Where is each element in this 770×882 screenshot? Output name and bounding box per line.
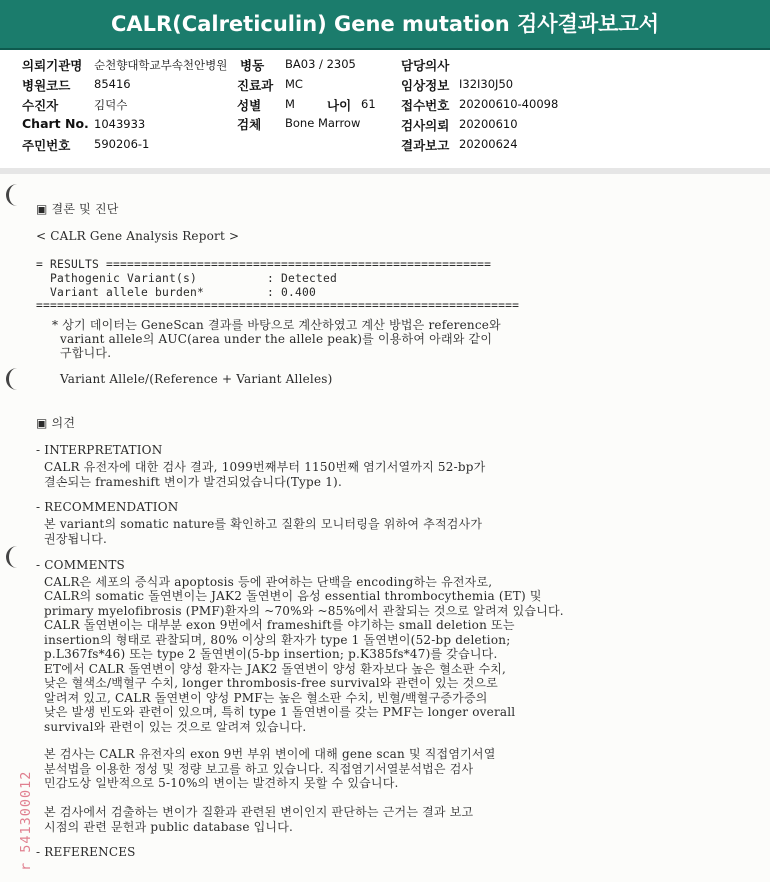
note-line: * 상기 데이터는 GeneScan 결과를 바탕으로 계산하였고 계산 방법은 reference와	[52, 318, 501, 332]
comment-line: ET에서 CALR 돌연변이 양성 환자는 JAK2 돌연변이 양성 환자보다 높은 혈소판 수치,	[36, 662, 507, 676]
comments-heading: - COMMENTS	[36, 558, 125, 572]
note-line: variant allele의 AUC(area under the allele peak)를 이용하여 아래와 같이	[52, 332, 493, 346]
section-opinion-heading: ▣ 의견	[36, 416, 76, 430]
hospital-code-value: 85416	[94, 77, 131, 91]
doctor-label: 담당의사	[401, 58, 450, 73]
punch-hole-mark	[6, 368, 19, 390]
punch-hole-mark	[6, 184, 19, 206]
comment-line: 낮은 혈색소/백혈구 수치, longer thrombosis-free survival와 관련이 있는 것으로	[36, 676, 498, 690]
age-value: 61	[361, 97, 376, 111]
sex-label: 성별	[237, 98, 262, 113]
hospital-code-label: 병원코드	[22, 78, 71, 93]
specimen-value: Bone Marrow	[285, 116, 361, 130]
specimen-stamp	[14, 737, 36, 877]
allele-burden-formula: Variant Allele/(Reference + Variant Alleles)	[60, 372, 333, 386]
method-line: 민감도상 일반적으로 5-10%의 변이는 발견하지 못할 수 있습니다.	[36, 776, 399, 790]
chart-value: 1043933	[94, 117, 146, 131]
request-value: 20200610	[459, 117, 518, 131]
section-conclusion-heading: ▣ 결론 및 진단	[36, 202, 119, 216]
stamp-code: r 541300012	[18, 770, 34, 871]
results-end-separator: =====================================================================	[36, 299, 520, 312]
comment-line: survival와 관련이 있는 것으로 알려져 있습니다.	[36, 720, 307, 734]
report-date-value: 20200624	[459, 137, 518, 151]
pathogenic-variant-line: Pathogenic Variant(s) : Detected	[36, 272, 338, 285]
rrn-value: 590206-1	[94, 137, 150, 151]
chart-label: Chart No.	[22, 116, 89, 131]
references-heading: - REFERENCES	[36, 845, 136, 859]
comment-line: insertion의 형태로 관찰되며, 80% 이상의 환자가 type 1 돌연변이(52-bp deletion;	[36, 633, 511, 647]
comment-line: CALR의 somatic 돌연변이는 JAK2 돌연변이 음성 essential thrombocythemia (ET) 및	[36, 589, 542, 603]
institution-value: 순천향대학교부속천안병원	[94, 58, 228, 72]
basis-line: 시점의 관련 문헌과 public database 입니다.	[36, 820, 294, 834]
department-value: MC	[285, 77, 303, 91]
interpretation-line: 결손되는 frameshift 변이가 발견되었습니다(Type 1).	[36, 475, 342, 489]
analysis-report-title: < CALR Gene Analysis Report >	[36, 229, 240, 243]
comment-line: 낮은 발생 빈도와 관련이 있으며, 특히 type 1 돌연변이를 갖는 PMF는 longer overall	[36, 705, 516, 719]
interpretation-heading: - INTERPRETATION	[36, 443, 163, 457]
results-separator: = RESULTS =======================================================	[36, 258, 492, 271]
clinical-info-value: I32I30J50	[459, 77, 514, 91]
report-title-banner	[0, 0, 770, 50]
method-line: 본 검사는 CALR 유전자의 exon 9번 부위 변이에 대해 gene scan 및 직접염기서열	[36, 747, 496, 761]
ward-value: BA03 / 2305	[285, 57, 356, 71]
recommendation-line: 본 variant의 somatic nature를 확인하고 질환의 모니터링을 위하여 추적검사가	[36, 517, 483, 531]
age-label: 나이	[327, 98, 352, 113]
ward-label: 병동	[240, 58, 265, 73]
patient-info-panel	[0, 50, 770, 169]
clinical-info-label: 임상정보	[401, 78, 450, 93]
interpretation-line: CALR 유전자에 대한 검사 결과, 1099번째부터 1150번째 염기서열까지 52-bp가	[36, 460, 486, 474]
comment-line: p.L367fs*46) 또는 type 2 돌연변이(5-bp insertion; p.K385fs*47)를 갖습니다.	[36, 647, 498, 661]
receipt-label: 접수번호	[401, 98, 450, 113]
recommendation-line: 권장됩니다.	[36, 532, 108, 546]
institution-label: 의뢰기관명	[22, 58, 83, 73]
basis-line: 본 검사에서 검출하는 변이가 질환과 관련된 변이인지 판단하는 근거는 결과 보고	[36, 805, 474, 819]
punch-hole-mark	[6, 546, 19, 568]
comment-line: primary myelofibrosis (PMF)환자의 ~70%와 ~85%에서 관찰되는 것으로 알려져 있습니다.	[36, 604, 564, 618]
scanned-report-body	[0, 174, 770, 882]
report-title: CALR(Calreticulin) Gene mutation 검사결과보고서	[110, 12, 660, 36]
comment-line: 알려져 있고, CALR 돌연변이 양성 PMF는 높은 혈소판 수치, 빈혈/백혈구증가증의	[36, 691, 488, 705]
department-label: 진료과	[237, 78, 274, 93]
specimen-label: 검체	[237, 117, 262, 132]
report-date-label: 결과보고	[401, 138, 450, 153]
receipt-value: 20200610-40098	[459, 97, 559, 111]
comment-line: CALR은 세포의 증식과 apoptosis 등에 관여하는 단백을 encoding하는 유전자로,	[36, 575, 493, 589]
request-label: 검사의뢰	[401, 118, 450, 133]
examinee-value: 김덕수	[94, 98, 128, 112]
examinee-label: 수진자	[22, 98, 59, 113]
note-line: 구합니다.	[52, 346, 112, 360]
rrn-label: 주민번호	[22, 138, 71, 153]
variant-allele-burden-line: Variant allele burden* : 0.400	[36, 286, 317, 299]
comment-line: CALR 돌연변이는 대부분 exon 9번에서 frameshift를 야기하는 small deletion 또는	[36, 618, 515, 632]
method-line: 분석법을 이용한 정성 및 정량 보고를 하고 있습니다. 직접염기서열분석법은 검사	[36, 762, 474, 776]
sex-value: M	[285, 97, 295, 111]
recommendation-heading: - RECOMMENDATION	[36, 500, 179, 514]
